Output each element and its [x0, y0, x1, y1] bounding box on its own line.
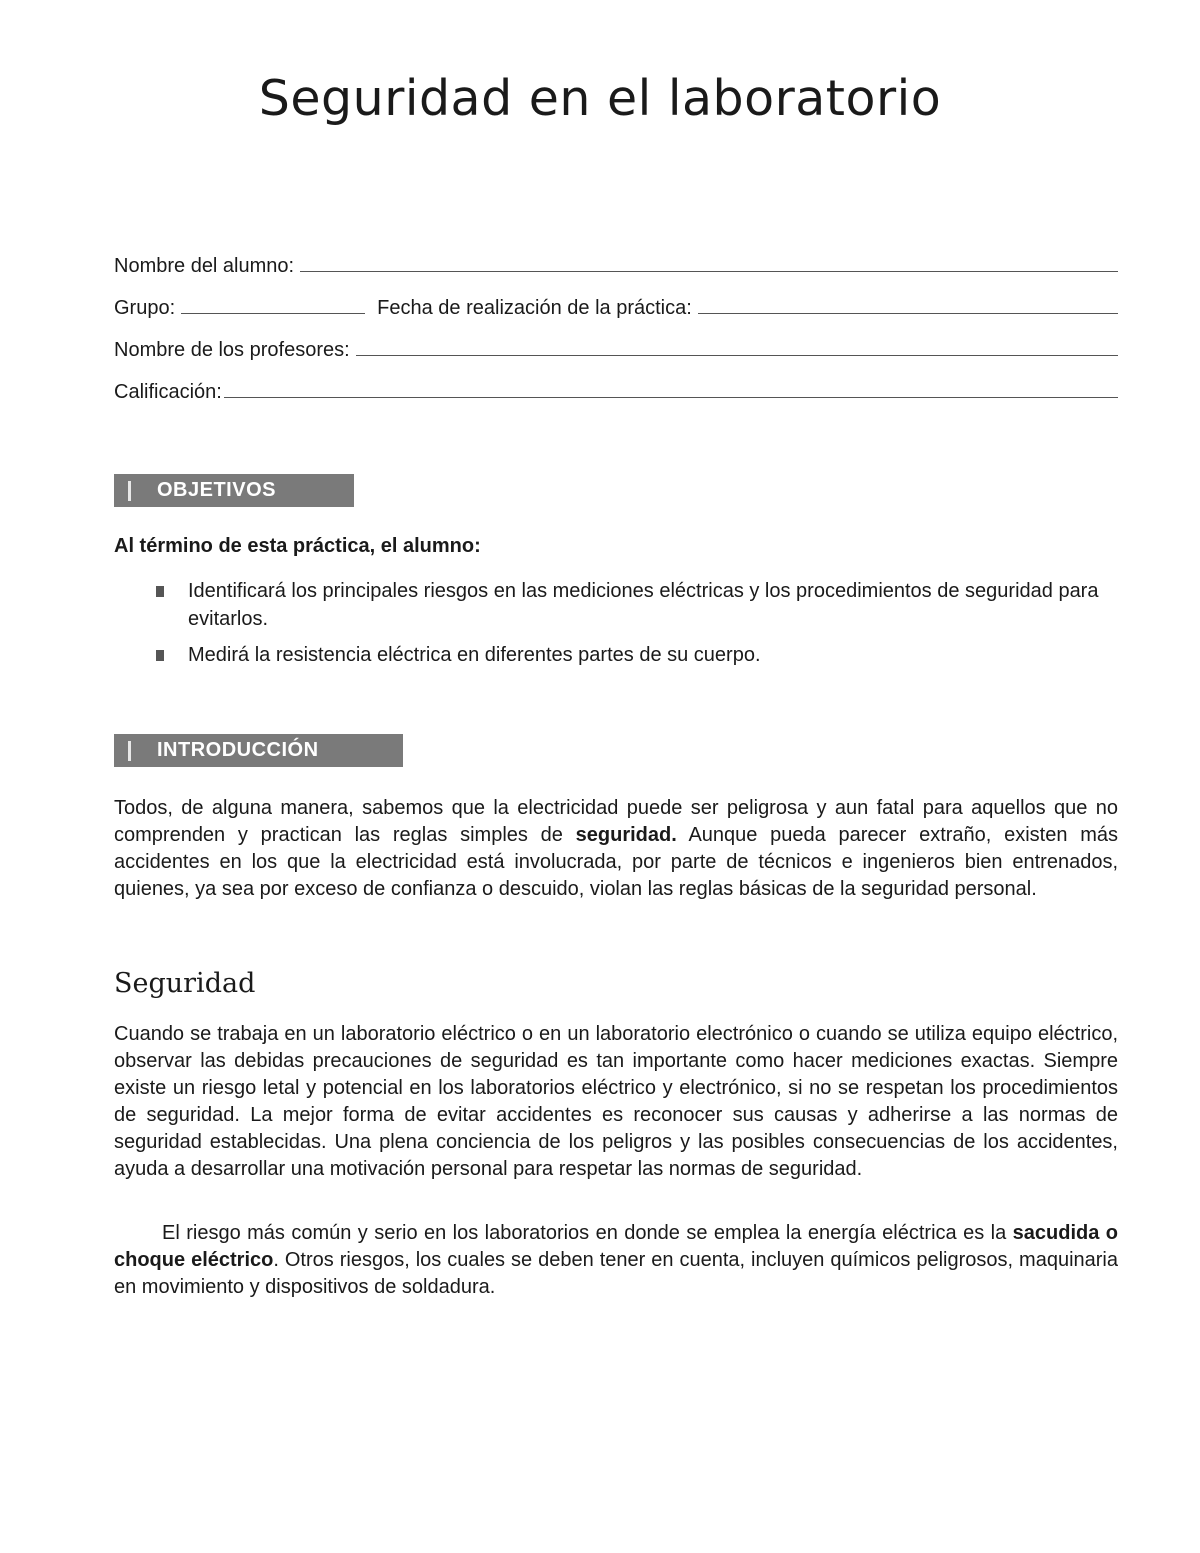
safety-paragraph-2: [114, 1220, 1118, 1301]
bullet-square-icon: [156, 650, 164, 661]
teachers-row: [114, 332, 1118, 362]
safety-subheading: Seguridad: [114, 968, 256, 999]
objective-text: Medirá la resistencia eléctrica en diferentes partes de su cuerpo.: [188, 644, 761, 666]
heading-bar-icon: [128, 741, 131, 761]
group-label: Grupo:: [114, 297, 176, 319]
teachers-field[interactable]: [356, 355, 1118, 356]
group-date-row: [114, 290, 1118, 320]
intro-text-start: Todos, de alguna manera, sabemos que la electricidad puede ser peligrosa y aun fatal para aquellos que no comprenden y practican las reglas simples de: [114, 797, 1118, 846]
grade-field[interactable]: [224, 397, 1118, 398]
group-field[interactable]: [181, 313, 365, 314]
heading-bar-icon: [128, 481, 131, 501]
student-name-row: [114, 248, 1118, 278]
date-field[interactable]: [698, 313, 1118, 314]
list-item: [114, 577, 1118, 633]
page-title: Seguridad en el laboratorio: [258, 70, 942, 127]
introduction-heading: [114, 734, 403, 767]
objectives-list: [114, 577, 1118, 677]
introduction-paragraph: [114, 795, 1118, 903]
intro-bold-text: seguridad.: [575, 824, 677, 846]
student-name-label: Nombre del alumno:: [114, 255, 295, 277]
safety-text-start: El riesgo más común y serio en los laboratorios en donde se emplea la energía eléctrica es la: [162, 1222, 1013, 1244]
intro-text-end: Aunque pueda parecer extraño, existen más accidentes en los que la electricidad está involucrada, por parte de técnicos e ingenieros bien entrenados, quienes, ya sea por exceso de confianza o descuido, violan las reglas básicas de la seguridad personal.: [114, 824, 1118, 900]
list-item: [114, 641, 1118, 669]
teachers-label: Nombre de los profesores:: [114, 339, 350, 361]
objectives-heading: [114, 474, 354, 507]
grade-row: [114, 374, 1118, 404]
introduction-heading-text: INTRODUCCIÓN: [157, 739, 319, 761]
grade-label: Calificación:: [114, 381, 222, 403]
date-label: Fecha de realización de la práctica:: [377, 297, 692, 319]
bullet-square-icon: [156, 586, 164, 597]
student-name-field[interactable]: [300, 271, 1118, 272]
safety-text-end: . Otros riesgos, los cuales se deben tener en cuenta, incluyen químicos peligrosos, maquinaria en movimiento y dispositivos de soldadura.: [114, 1249, 1118, 1298]
safety-bold-text: sacudida o choque eléctrico: [114, 1222, 1118, 1271]
objectives-heading-text: OBJETIVOS: [157, 479, 276, 501]
objective-text: Identificará los principales riesgos en las mediciones eléctricas y los procedimientos de seguridad para evitarlos.: [188, 580, 1099, 630]
safety-paragraph-1: Cuando se trabaja en un laboratorio eléctrico o en un laboratorio electrónico o cuando se utiliza equipo eléctrico, observar las debidas precauciones de seguridad es tan importante como hacer mediciones exactas. Siempre existe un riesgo letal y potencial en los laboratorios eléctrico y electrónico, si no se respetan los procedimientos de seguridad. La mejor forma de evitar accidentes es reconocer sus causas y adherirse a las normas de seguridad establecidas. Una plena conciencia de los peligros y las posibles consecuencias de los accidentes, ayuda a desarrollar una motivación personal para respetar las normas de seguridad.: [114, 1023, 1118, 1180]
objectives-lead: Al término de esta práctica, el alumno:: [114, 535, 481, 557]
